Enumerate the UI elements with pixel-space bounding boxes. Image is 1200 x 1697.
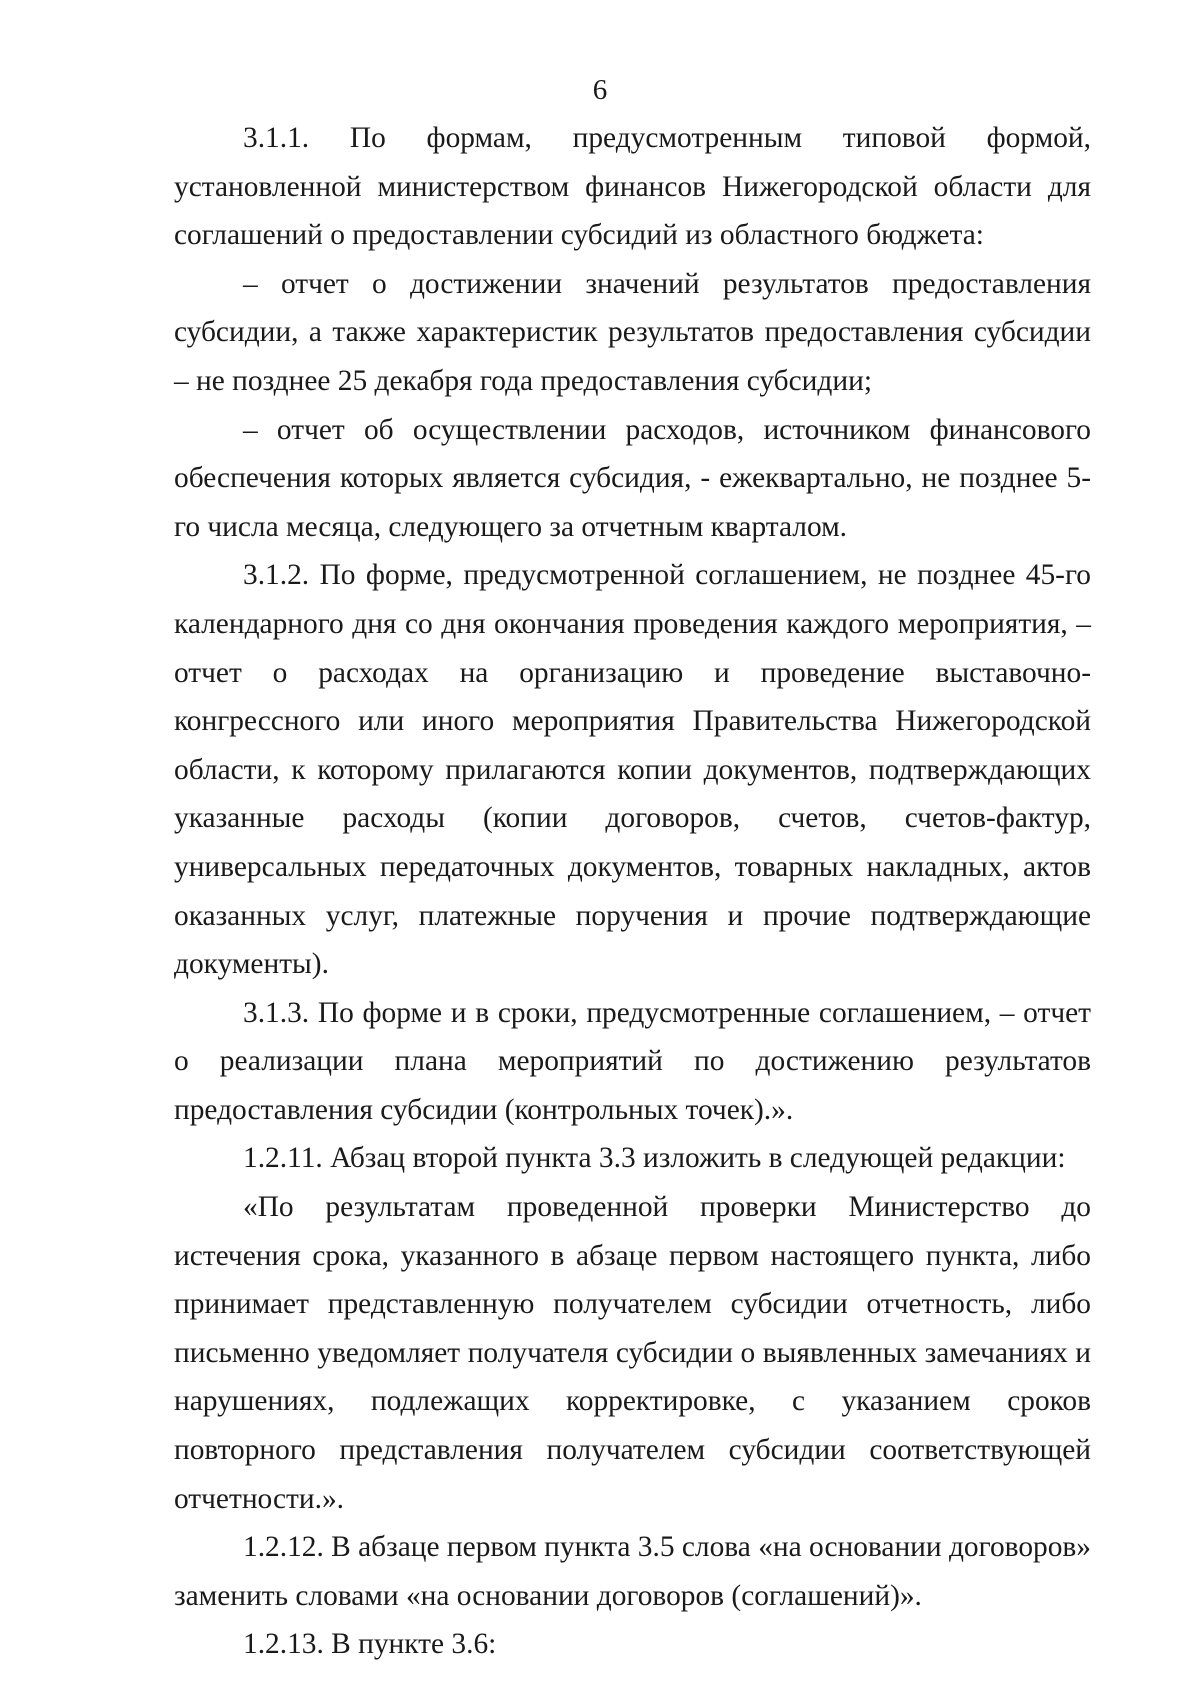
paragraph-1-2-11: 1.2.11. Абзац второй пункта 3.3 изложить в следующей редакции: [243, 1142, 1066, 1175]
paragraph-inspection-results: «По результатам проведенной проверки Министерство до истечения срока, указанного в абзаце первом настоящего пункта, либо принимает представленную получателем субсидии отчетность, либо письменно уведомляет получателя субсидии о выявленных замечаниях и нарушениях, подлежащих корректировке, с указанием сроков повторного представления получателем субсидии соответствующей отчетности.». [174, 1191, 1091, 1515]
paragraph-3-1-2: 3.1.2. По форме, предусмотренной соглашением, не позднее 45-го календарного дня со дня окончания проведения каждого мероприятия, – отчет о расходах на организацию и проведение выставочно-конгрессного или иного мероприятия Правительства Нижегородской области, к которому прилагаются копии документов, подтверждающих указанные расходы (копии договоров, счетов, счетов-фактур, универсальных передаточных документов, товарных накладных, актов оказанных услуг, платежные поручения и прочие подтверждающие документы). [174, 559, 1091, 981]
page-number: 6 [592, 74, 608, 106]
paragraph-report-achievement: – отчет о достижении значений результатов предоставления субсидии, а также характеристик результатов предоставления субсидии – не позднее 25 декабря года предоставления субсидии; [174, 267, 1091, 397]
document-body [174, 114, 1091, 1669]
paragraph-1-2-12: 1.2.12. В абзаце первом пункта 3.5 слова «на основании договоров» заменить словами «на основании договоров (соглашений)». [174, 1531, 1091, 1612]
paragraph-1-2-13: 1.2.13. В пункте 3.6: [243, 1628, 497, 1661]
paragraph-3-1-3: 3.1.3. По форме и в сроки, предусмотренные соглашением, – отчет о реализации плана мероприятий по достижению результатов предоставления субсидии (контрольных точек).». [174, 996, 1091, 1126]
paragraph-report-expenses: – отчет об осуществлении расходов, источником финансового обеспечения которых является субсидия, - ежеквартально, не позднее 5-го числа месяца, следующего за отчетным кварталом. [174, 413, 1091, 543]
paragraph-3-1-1: 3.1.1. По формам, предусмотренным типовой формой, установленной министерством финансов Нижегородской области для соглашений о предоставлении субсидий из областного бюджета: [174, 122, 1091, 252]
